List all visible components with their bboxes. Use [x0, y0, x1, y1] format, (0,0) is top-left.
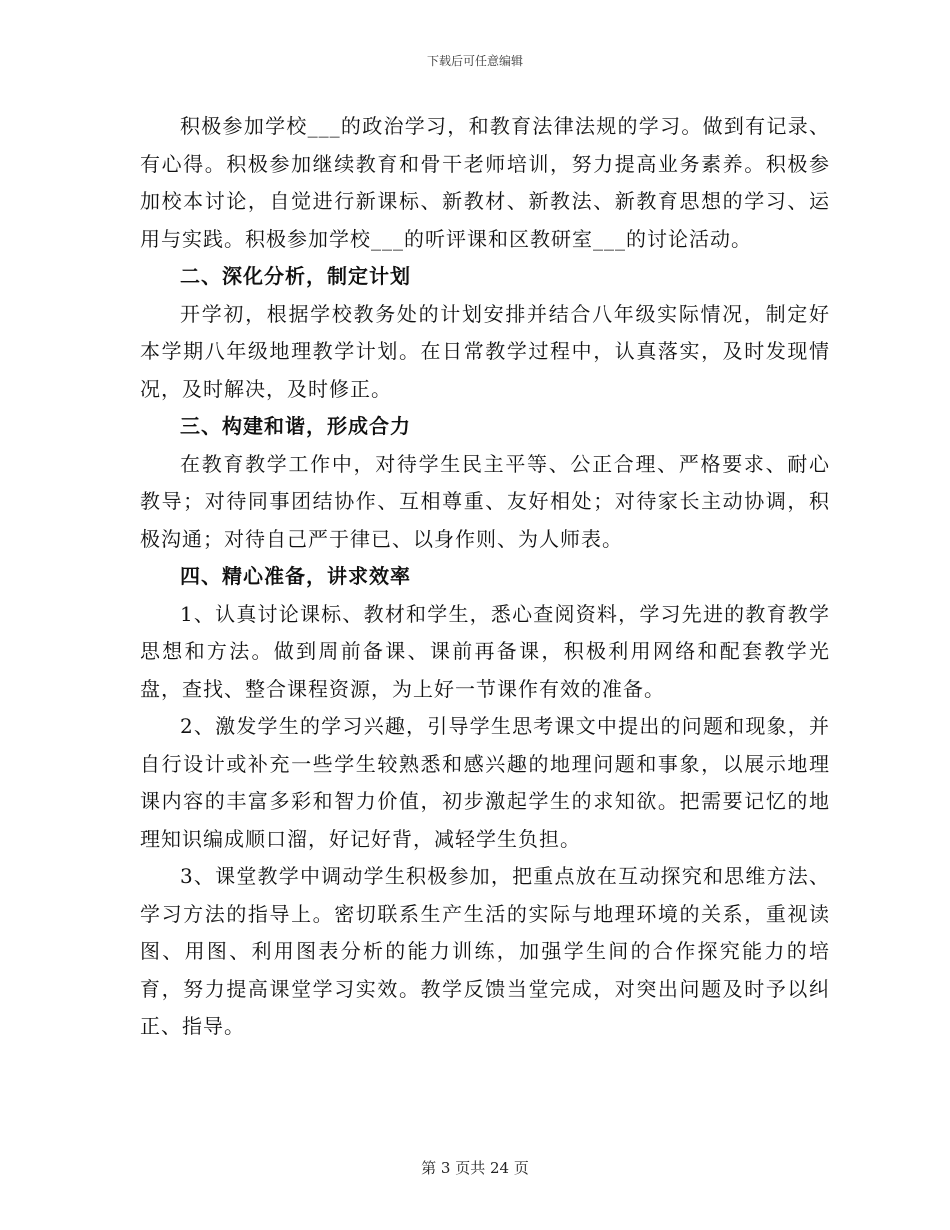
- page-header: 下载后可任意编辑: [426, 54, 523, 68]
- paragraph: 2、激发学生的学习兴趣，引导学生思考课文中提出的问题和现象，并自行设计或补充一些学生较熟悉和感兴趣的地理问题和事象，以展示地理课内容的丰富多彩和智力价值，初步激起学生的求知欲。把需要记忆的地理知识编成顺口溜，好记好背，减轻学生负担。: [140, 714, 830, 851]
- section-heading: 三、构建和谐，形成合力: [180, 414, 411, 438]
- page-number: 第 3 页共 24 页: [421, 1159, 529, 1177]
- document-body: [140, 108, 830, 1046]
- paragraph: 开学初，根据学校教务处的计划安排并结合八年级实际情况，制定好本学期八年级地理教学计划。在日常教学过程中，认真落实，及时发现情况，及时解决，及时修正。: [140, 301, 830, 401]
- paragraph: 在教育教学工作中，对待学生民主平等、公正合理、严格要求、耐心教导；对待同事团结协作、互相尊重、友好相处；对待家长主动协调，积极沟通；对待自己严于律已、以身作则、为人师表。: [140, 451, 830, 551]
- paragraph: 1、认真讨论课标、教材和学生，悉心查阅资料，学习先进的教育教学思想和方法。做到周前备课、课前再备课，积极利用网络和配套教学光盘，查找、整合课程资源，为上好一节课作有效的准备。: [140, 601, 830, 701]
- paragraph: 3、课堂教学中调动学生积极参加，把重点放在互动探究和思维方法、学习方法的指导上。密切联系生产生活的实际与地理环境的关系，重视读图、用图、利用图表分析的能力训练，加强学生间的合作探究能力的培育，努力提高课堂学习实效。教学反馈当堂完成，对突出问题及时予以纠正、指导。: [140, 864, 830, 1038]
- section-heading: 四、精心准备，讲求效率: [180, 564, 411, 588]
- section-heading: 二、深化分析，制定计划: [180, 264, 411, 288]
- paragraph: 积极参加学校___的政治学习，和教育法律法规的学习。做到有记录、有心得。积极参加继续教育和骨干老师培训，努力提高业务素养。积极参加校本讨论，自觉进行新课标、新教材、新教法、新教育思想的学习、运用与实践。积极参加学校___的听评课和区教研室___的讨论活动。: [140, 114, 830, 251]
